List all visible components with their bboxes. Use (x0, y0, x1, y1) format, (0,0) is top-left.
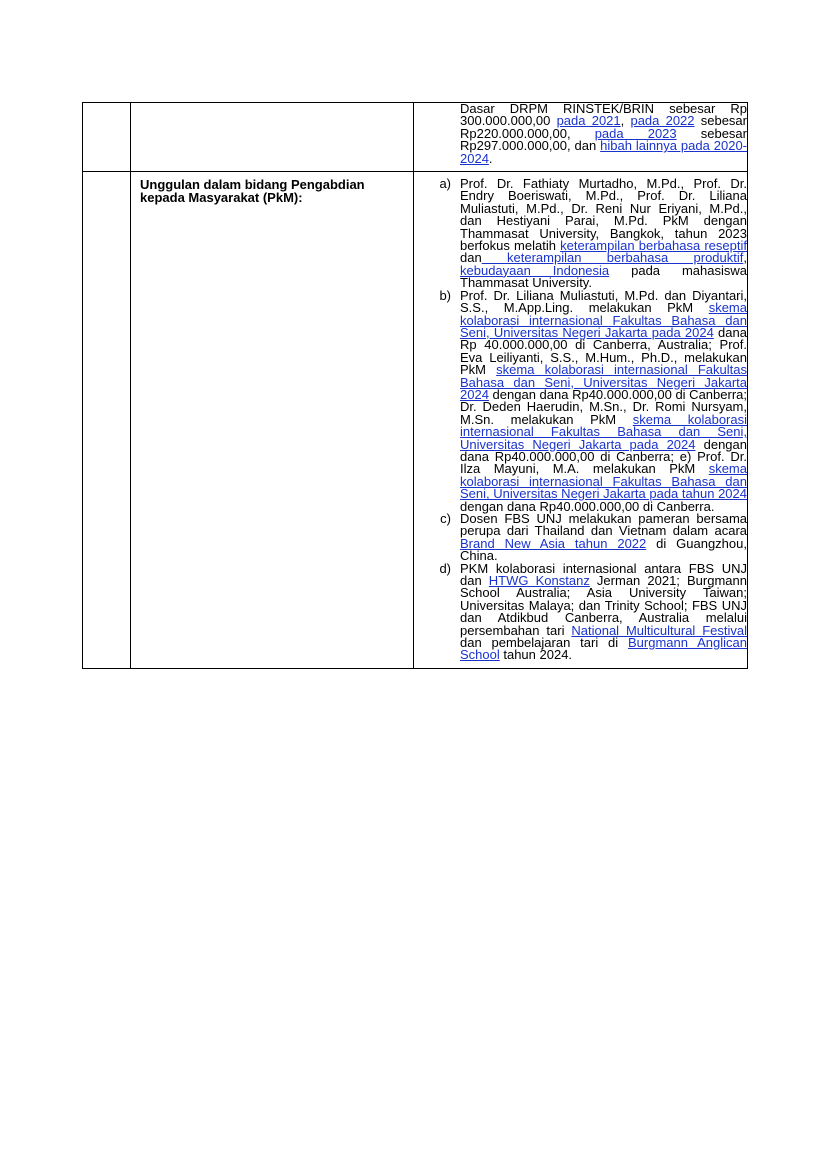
text-run: , (620, 113, 631, 129)
hyperlink[interactable]: skema kolaborasi internasional Fakultas Bahasa dan Seni, Universitas Negeri Jakarta pada 2024 (460, 300, 747, 340)
hyperlink[interactable]: skema kolaborasi internasional Fakultas Bahasa dan Seni, Universitas Negeri Jakarta pada 2024 (460, 411, 747, 452)
text-run: Jerman 2021; Burgmann School Australia; Asia University Taiwan; Universitas Malaya; dan Trinity School; FBS UNJ dan Atdikbud Canberra, Australia melalui persembahan tari (460, 573, 747, 638)
list-item-text (460, 560, 747, 668)
document-table (82, 102, 748, 669)
table-row (83, 103, 748, 172)
pkm-list (430, 178, 747, 668)
hyperlink[interactable]: HTWG Konstanz (488, 573, 590, 589)
hyperlink[interactable]: keterampilan berbahasa reseptif (560, 238, 747, 254)
list-item (430, 560, 747, 668)
text-run: Prof. Dr. Fathiaty Murtadho, M.Pd., Prof. Dr. Endry Boeriswati, M.Pd., Prof. Dr. Liliana Muliastuti, M.Pd., Dr. Reni Nur Eriyani, M.Pd., dan Hestiyani Parai, M.Pd. PkM dengan Thammasat University, Bangkok, tahun 2023 berfokus melatih (460, 176, 747, 254)
text-run: Dasar DRPM RINSTEK/BRIN sebesar Rp 300.000.000,00 (460, 101, 747, 129)
number-cell (83, 172, 131, 669)
funding-paragraph (460, 103, 747, 165)
hyperlink[interactable]: pada 2022 (630, 113, 695, 129)
list-marker: c) (440, 511, 451, 526)
list-item-text (460, 513, 747, 563)
text-run: Prof. Dr. Liliana Muliastuti, M.Pd. dan Diyantari, S.S., M.App.Ling. melakukan PkM (460, 287, 747, 316)
content-cell (414, 103, 748, 172)
hyperlink[interactable]: National Multicultural Festival (571, 622, 747, 638)
text-run: , (743, 250, 747, 266)
hyperlink[interactable]: kebudayaan Indonesia (460, 262, 610, 278)
list-marker: d) (439, 560, 451, 576)
list-item (430, 513, 747, 563)
list-item (430, 178, 747, 290)
hyperlink[interactable]: skema kolaborasi internasional Fakultas Bahasa dan Seni, Universitas Negeri Jakarta 2024 (460, 362, 747, 402)
list-item (430, 287, 747, 514)
text-run: . (488, 150, 493, 166)
hyperlink[interactable]: keterampilan berbahasa produktif (481, 250, 744, 266)
hyperlink[interactable]: hibah lainnya pada 2020-2024 (460, 138, 747, 166)
text-run: dengan dana Rp40.000.000,00 di Canberra; Dr. Deden Haerudin, M.Sn., Dr. Romi Nursyam, M.Sn. melakukan PkM (460, 386, 747, 427)
list-marker: a) (439, 176, 451, 192)
hyperlink[interactable]: pada 2023 (594, 125, 677, 141)
text-run: dana Rp 40.000.000,00 di Canberra, Australia; Prof. Eva Leiliyanti, S.S., M.Hum., Ph.D., melakukan PkM (460, 324, 747, 378)
section-heading: Unggulan dalam bidang Pengabdian kepada Masyarakat (PkM): (140, 177, 365, 206)
text-run: dengan dana Rp40.000.000,00 di Canberra. (460, 498, 715, 514)
table-row (83, 172, 748, 669)
text-run: sebesar Rp220.000.000,00, (460, 113, 747, 141)
hyperlink[interactable]: pada 2021 (556, 113, 621, 129)
list-item-text (460, 287, 747, 514)
text-run: di Guangzhou, China. (460, 535, 747, 564)
number-cell (83, 103, 131, 172)
hyperlink[interactable]: Brand New Asia tahun 2022 (460, 535, 647, 551)
text-run: pada mahasiswa Thammasat University. (460, 262, 747, 291)
text-run: sebesar Rp297.000.000,00, dan (460, 125, 747, 154)
list-item-text (460, 178, 747, 290)
text-run: dan pembelajaran tari di (460, 635, 629, 651)
hyperlink[interactable]: skema kolaborasi internasional Fakultas Bahasa dan Seni, Universitas Negeri Jakarta pada tahun 2024 (460, 461, 747, 502)
text-run: PKM kolaborasi internasional antara FBS UNJ dan (460, 560, 747, 589)
text-run: dengan dana Rp40.000.000,00 di Canberra; e) Prof. Dr. Ilza Mayuni, M.A. melakukan PkM (460, 436, 747, 477)
text-run: Dosen FBS UNJ melakukan pameran bersama perupa dari Thailand dan Vietnam dalam acara (460, 511, 747, 539)
hyperlink[interactable]: Burgmann Anglican School (460, 635, 747, 663)
label-cell (131, 103, 414, 172)
label-cell (131, 172, 414, 669)
list-marker: b) (439, 287, 451, 303)
text-run: tahun 2024. (499, 647, 573, 663)
content-cell (414, 172, 748, 669)
text-run: dan (460, 250, 482, 266)
